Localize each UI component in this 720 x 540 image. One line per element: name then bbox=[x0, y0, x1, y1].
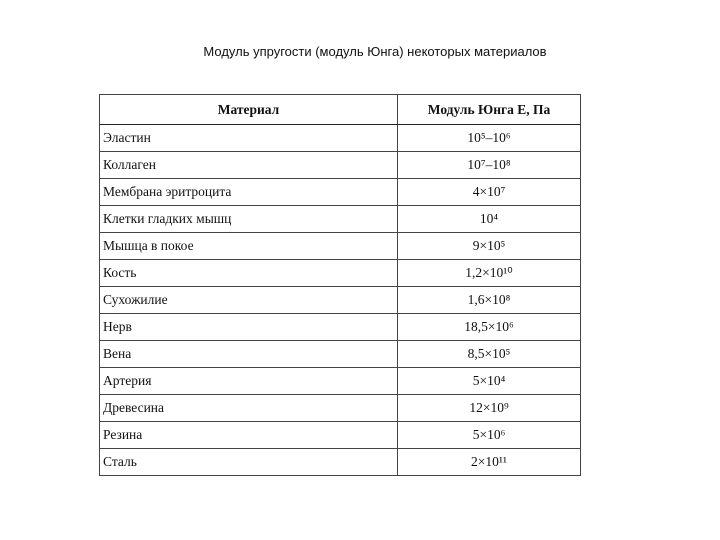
page-title: Модуль упругости (модуль Юнга) некоторых материалов bbox=[203, 44, 547, 59]
material-cell: Эластин bbox=[100, 125, 398, 152]
table-row bbox=[100, 314, 581, 341]
modulus-cell: 18,5×10⁶ bbox=[398, 314, 581, 341]
modulus-cell: 5×10⁶ bbox=[398, 422, 581, 449]
column-header-modulus: Модуль Юнга Е, Па bbox=[398, 95, 581, 125]
modulus-cell: 5×10⁴ bbox=[398, 368, 581, 395]
material-cell: Вена bbox=[100, 341, 398, 368]
material-cell: Древесина bbox=[100, 395, 398, 422]
material-cell: Коллаген bbox=[100, 152, 398, 179]
table-row bbox=[100, 233, 581, 260]
youngs-modulus-table bbox=[99, 94, 581, 476]
material-cell: Резина bbox=[100, 422, 398, 449]
table-row bbox=[100, 368, 581, 395]
modulus-cell: 1,2×10¹⁰ bbox=[398, 260, 581, 287]
table-row bbox=[100, 260, 581, 287]
material-cell: Нерв bbox=[100, 314, 398, 341]
modulus-cell: 10⁵–10⁶ bbox=[398, 125, 581, 152]
material-cell: Мышца в покое bbox=[100, 233, 398, 260]
table-header-row bbox=[100, 95, 581, 125]
modulus-cell: 8,5×10⁵ bbox=[398, 341, 581, 368]
material-cell: Кость bbox=[100, 260, 398, 287]
table-row bbox=[100, 341, 581, 368]
table-row bbox=[100, 206, 581, 233]
material-cell: Сухожилие bbox=[100, 287, 398, 314]
table-row bbox=[100, 125, 581, 152]
material-cell: Артерия bbox=[100, 368, 398, 395]
table-row bbox=[100, 179, 581, 206]
material-cell: Сталь bbox=[100, 449, 398, 476]
table-row bbox=[100, 395, 581, 422]
modulus-cell: 10⁷–10⁸ bbox=[398, 152, 581, 179]
table-row bbox=[100, 449, 581, 476]
modulus-cell: 12×10⁹ bbox=[398, 395, 581, 422]
material-cell: Мембрана эритроцита bbox=[100, 179, 398, 206]
material-cell: Клетки гладких мышц bbox=[100, 206, 398, 233]
modulus-cell: 10⁴ bbox=[398, 206, 581, 233]
table-row bbox=[100, 152, 581, 179]
table-row bbox=[100, 422, 581, 449]
modulus-cell: 1,6×10⁸ bbox=[398, 287, 581, 314]
modulus-cell: 2×10¹¹ bbox=[398, 449, 581, 476]
column-header-material: Материал bbox=[100, 95, 398, 125]
modulus-cell: 9×10⁵ bbox=[398, 233, 581, 260]
modulus-cell: 4×10⁷ bbox=[398, 179, 581, 206]
table-row bbox=[100, 287, 581, 314]
